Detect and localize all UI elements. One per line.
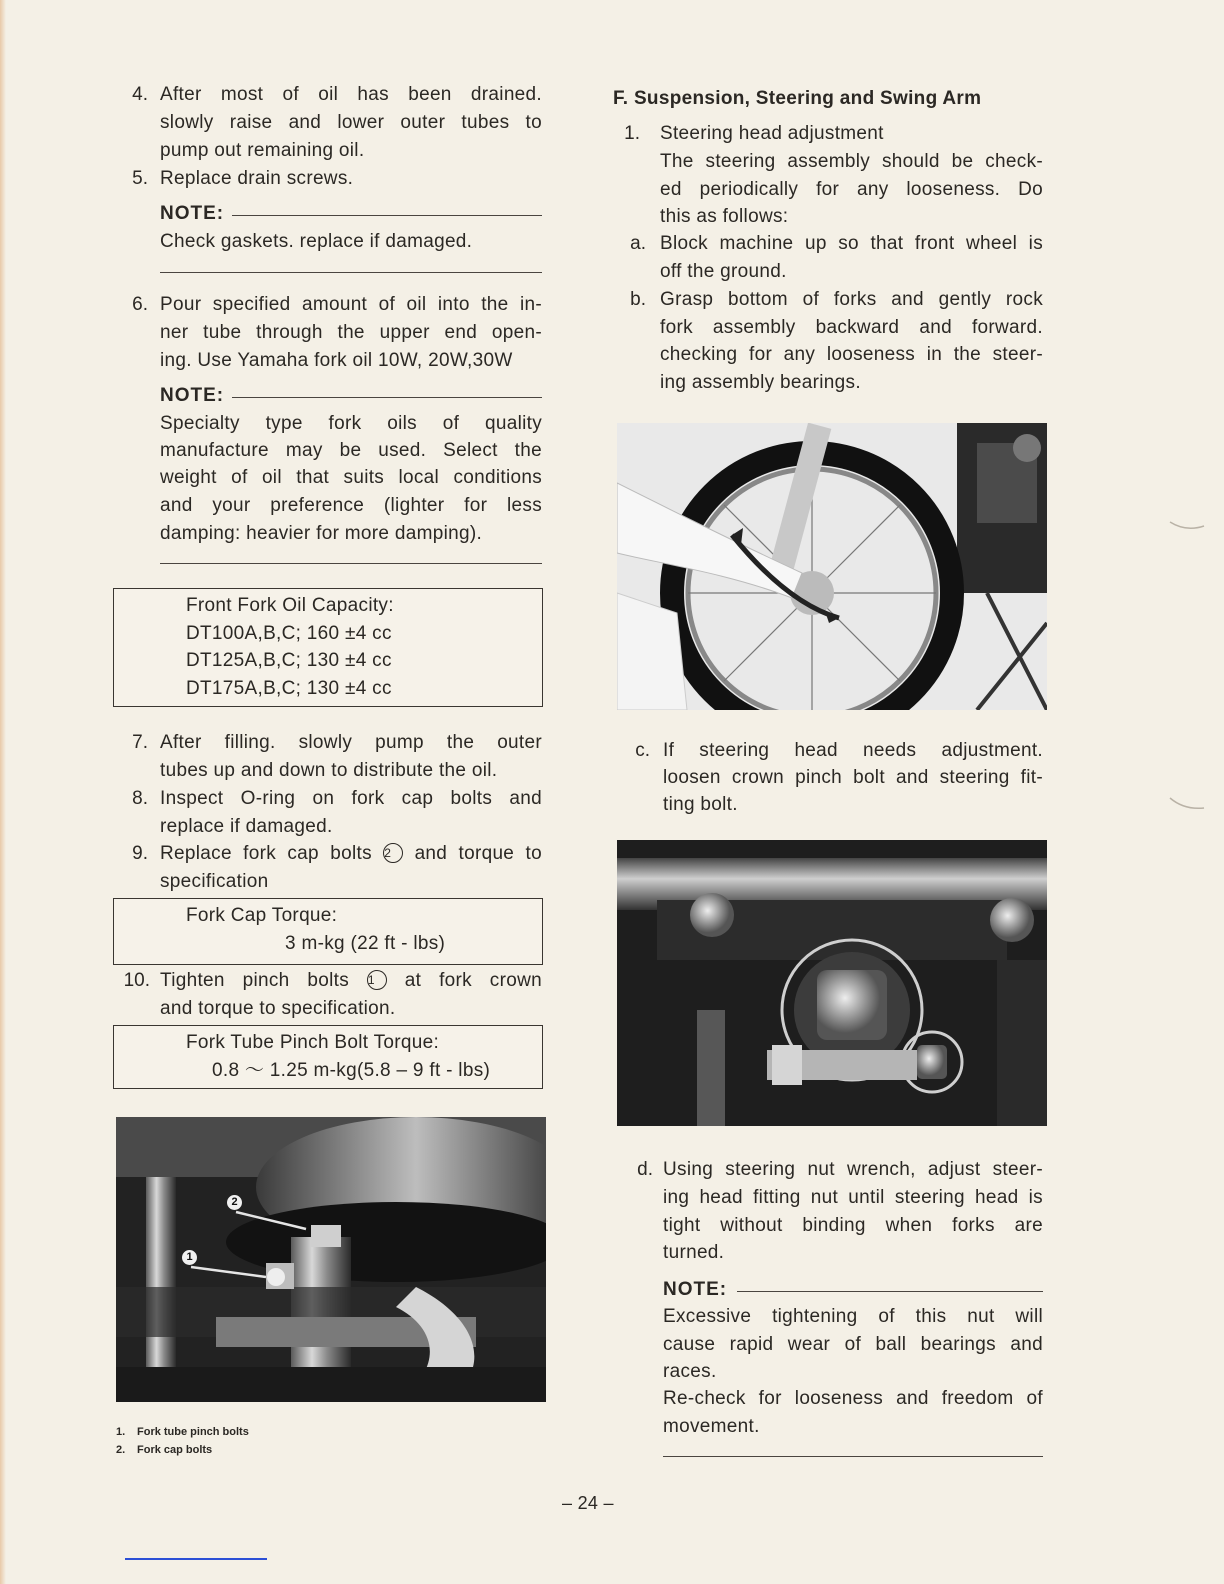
step-7-number: 7. (132, 732, 148, 753)
step-8-number: 8. (132, 788, 148, 809)
section-title: F. Suspension, Steering and Swing Arm (613, 88, 982, 109)
callout-1-ref: 1 (367, 970, 387, 990)
step-6-line-2: ner tube through the upper end open- (160, 322, 542, 343)
step-8-line-1: Inspect O-ring on fork cap bolts and (160, 788, 542, 809)
step-d-line-2: ing head fitting nut until steering head is (663, 1187, 1043, 1208)
step-a-line-1: Block machine up so that front wheel is (660, 233, 1043, 254)
caption-2-text: Fork cap bolts (137, 1444, 213, 1456)
step-9-line-1 (160, 840, 542, 868)
step-10-line-1 (160, 967, 542, 995)
margin-mark-2 (1168, 790, 1208, 820)
caption-1-text: Fork tube pinch bolts (137, 1426, 249, 1438)
margin-mark-1 (1168, 510, 1208, 540)
note-3-line-3: races. (663, 1361, 717, 1382)
page-number: – 24 – (562, 1493, 614, 1513)
callout-2-ref: 2 (383, 843, 403, 863)
note-2-top-rule (232, 397, 542, 398)
step-6-line-1: Pour specified amount of oil into the in- (160, 294, 542, 315)
photo-callout-2: 2 (227, 1195, 242, 1210)
step-4-line-3: pump out remaining oil. (160, 140, 365, 161)
oil-capacity-dt125: DT125A,B,C; 130 ±4 cc (186, 650, 392, 671)
oil-capacity-dt100: DT100A,B,C; 160 ±4 cc (186, 623, 392, 644)
step-d-line-1: Using steering nut wrench, adjust steer- (663, 1159, 1043, 1180)
step-a-number: a. (630, 233, 646, 254)
fork-cap-torque-box (113, 898, 543, 965)
note-3-line-4: Re-check for looseness and freedom of (663, 1388, 1043, 1409)
step-d-number: d. (637, 1159, 653, 1180)
fork-cap-torque-title: Fork Cap Torque: (186, 905, 338, 926)
caption-1-number: 1. (116, 1426, 126, 1438)
fork-cap-torque-value: 3 m-kg (22 ft - lbs) (285, 933, 446, 954)
step-d-line-3: tight without binding when forks are (663, 1215, 1043, 1236)
front-wheel-photo (617, 423, 1047, 710)
step-10-text-2: at fork crown (404, 970, 542, 991)
fork-crown-illustration (116, 1117, 546, 1402)
step-8-line-2: replace if damaged. (160, 816, 333, 837)
step-10-line-2: and torque to specification. (160, 998, 396, 1019)
step-b-line-4: ing assembly bearings. (660, 372, 861, 393)
step-1-line-3: this as follows: (660, 206, 789, 227)
step-9-line-2: specification (160, 871, 269, 892)
page-edge (0, 0, 6, 1584)
note-1-top-rule (232, 215, 542, 216)
note-1-label: NOTE: (160, 203, 225, 224)
caption-2-number: 2. (116, 1444, 126, 1456)
note-1-text: Check gaskets. replace if damaged. (160, 231, 473, 252)
note-2-line-1: Specialty type fork oils of quality (160, 413, 542, 434)
note-3-line-1: Excessive tightening of this nut will (663, 1306, 1043, 1327)
fork-crown-photo (116, 1117, 546, 1402)
step-c-number: c. (635, 740, 650, 761)
step-10-number: 10. (123, 970, 150, 991)
oil-capacity-box (113, 588, 543, 707)
step-1-title: Steering head adjustment (660, 123, 884, 144)
step-c-line-3: ting bolt. (663, 794, 738, 815)
step-1-line-1: The steering assembly should be check- (660, 151, 1043, 172)
steering-head-illustration (617, 840, 1047, 1126)
step-a-line-2: off the ground. (660, 261, 787, 282)
step-4-line-2: slowly raise and lower outer tubes to (160, 112, 542, 133)
step-10-text: Tighten pinch bolts (160, 970, 350, 991)
note-3-label: NOTE: (663, 1279, 728, 1300)
pinch-bolt-torque-box (113, 1025, 543, 1089)
note-1-bottom-rule (160, 272, 542, 273)
step-1-number: 1. (624, 123, 640, 144)
step-9-text-2: and torque to (414, 843, 542, 864)
note-3-line-5: movement. (663, 1416, 760, 1437)
step-b-line-2: fork assembly backward and forward. (660, 317, 1043, 338)
footer-link-underline[interactable] (125, 1558, 267, 1560)
note-2-line-3: weight of oil that suits local conditions (160, 467, 542, 488)
note-2-line-4: and your preference (lighter for less (160, 495, 542, 516)
step-b-number: b. (630, 289, 646, 310)
note-2-line-2: manufacture may be used. Select the (160, 440, 542, 461)
step-6-line-3: ing. Use Yamaha fork oil 10W, 20W,30W (160, 350, 513, 371)
step-c-line-1: If steering head needs adjustment. (663, 740, 1043, 761)
step-4-number: 4. (132, 84, 148, 105)
step-1-line-2: ed periodically for any looseness. Do (660, 179, 1043, 200)
step-d-line-4: turned. (663, 1242, 725, 1263)
note-2-bottom-rule (160, 563, 542, 564)
steering-head-photo (617, 840, 1047, 1126)
pinch-bolt-torque-value: 0.8 ～ 1.25 m-kg(5.8 – 9 ft - lbs) (212, 1060, 491, 1081)
note-3-line-2: cause rapid wear of ball bearings and (663, 1334, 1043, 1355)
step-5-number: 5. (132, 168, 148, 189)
oil-capacity-dt175: DT175A,B,C; 130 ±4 cc (186, 678, 392, 699)
step-7-line-2: tubes up and down to distribute the oil. (160, 760, 498, 781)
note-2-label: NOTE: (160, 385, 225, 406)
step-b-line-1: Grasp bottom of forks and gently rock (660, 289, 1043, 310)
photo-callout-1: 1 (182, 1250, 197, 1265)
step-b-line-3: checking for any looseness in the steer- (660, 344, 1043, 365)
oil-capacity-title: Front Fork Oil Capacity: (186, 595, 394, 616)
step-7-line-1: After filling. slowly pump the outer (160, 732, 542, 753)
step-6-number: 6. (132, 294, 148, 315)
step-9-number: 9. (132, 843, 148, 864)
note-3-top-rule (737, 1291, 1043, 1292)
note-2-line-5: damping: heavier for more damping). (160, 523, 483, 544)
step-5-text: Replace drain screws. (160, 168, 354, 189)
step-4-line-1: After most of oil has been drained. (160, 84, 542, 105)
pinch-bolt-torque-title: Fork Tube Pinch Bolt Torque: (186, 1032, 440, 1053)
step-9-text: Replace fork cap bolts (160, 843, 372, 864)
step-c-line-2: loosen crown pinch bolt and steering fit- (663, 767, 1043, 788)
note-3-bottom-rule (663, 1456, 1043, 1457)
front-wheel-illustration (617, 423, 1047, 710)
